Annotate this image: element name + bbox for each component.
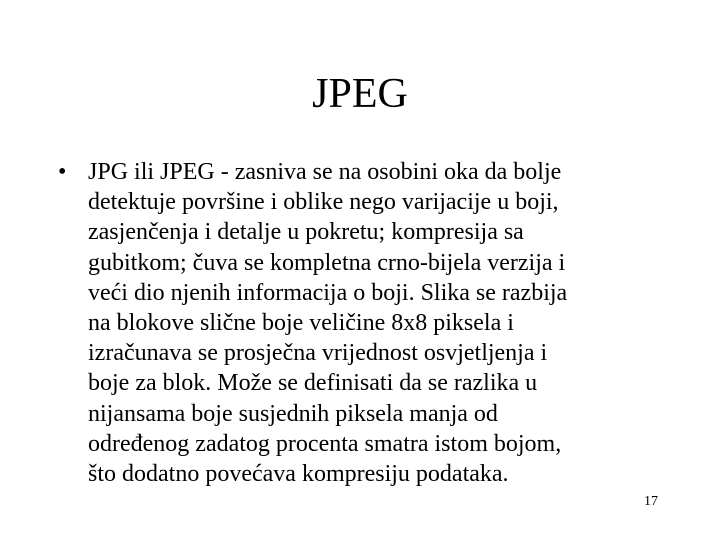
bullet-line: boje za blok. Može se definisati da se razlika u	[88, 370, 538, 397]
bullet-line: detektuje površine i oblike nego varijacije u boji,	[88, 189, 559, 216]
bullet-line: na blokove slične boje veličine 8x8 piksela i	[88, 309, 514, 336]
bullet-line: izračunava se prosječna vrijednost osvjetljenja i	[88, 340, 548, 367]
bullet-marker: •	[58, 159, 67, 185]
bullet-line: zasjenčenja i detalje u pokretu; kompresija sa	[88, 219, 524, 246]
bullet-line: JPG ili JPEG - zasniva se na osobini oka da bolje	[88, 159, 562, 185]
bullet-line: određenog zadatog procenta smatra istom bojom,	[88, 430, 562, 457]
slide-title-text: JPEG	[312, 71, 408, 117]
bullet-line: gubitkom; čuva se kompletna crno-bijela verzija i	[88, 249, 566, 276]
bullet-line: što dodatno povećava kompresiju podataka.	[88, 460, 509, 487]
bullet-text	[88, 157, 678, 489]
bullet-line: veći dio njenih informacija o boji. Slika se razbija	[88, 279, 568, 306]
bullet-line: nijansama boje susjednih piksela manja od	[88, 400, 498, 427]
slide-title	[0, 66, 720, 122]
page-number: 17	[644, 494, 658, 509]
